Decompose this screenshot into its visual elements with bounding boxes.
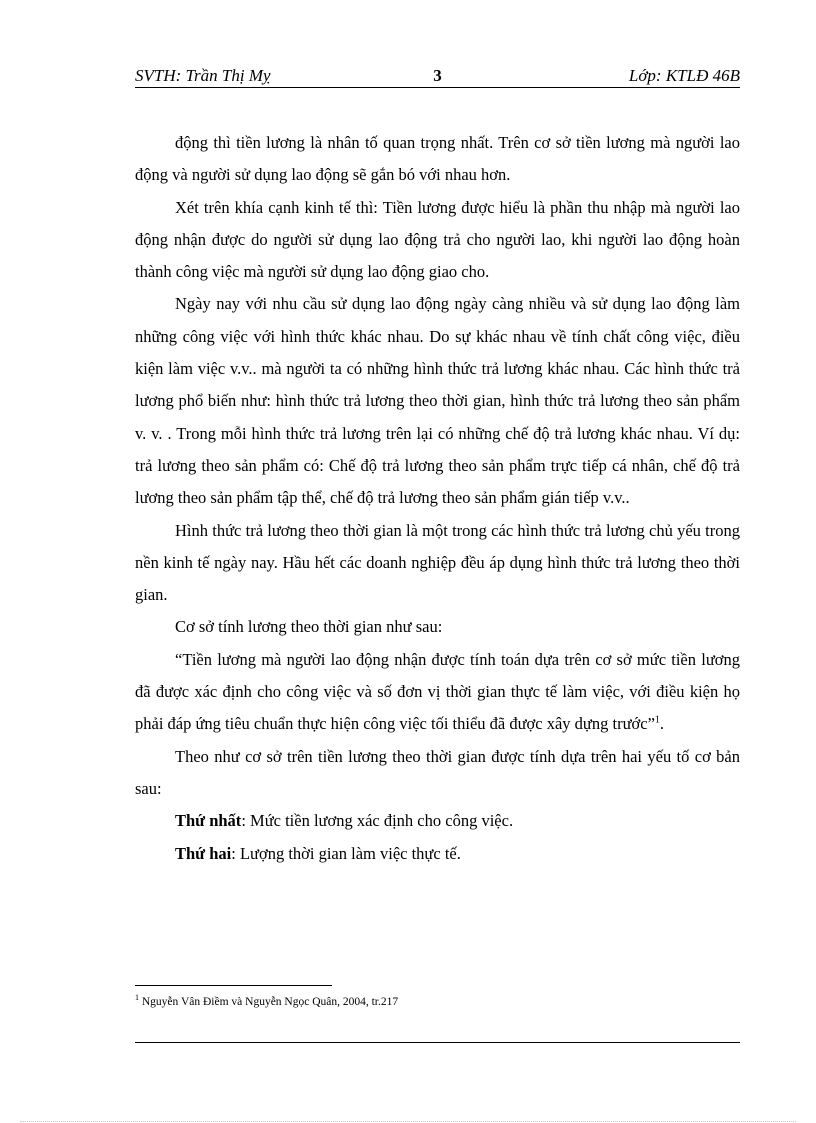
quote-end: . (659, 714, 665, 734)
footnote-reference: 1 (654, 714, 660, 726)
page-edge (20, 1121, 796, 1122)
header-divider (135, 87, 740, 88)
page-number: 3 (433, 66, 442, 85)
paragraph: động thì tiền lương là nhân tố quan trọng nhất. Trên cơ sở tiền lương mà người lao động và người sử dụng lao động sẽ gắn bó với nhau hơn. (135, 133, 740, 185)
paragraph: Ngày nay với nhu cầu sử dụng lao động ngày càng nhiều và sử dụng lao động làm những công việc với hình thức khác nhau. Do sự khác nhau về tính chất công việc, điều kiện làm việc v.v.. mà người ta có những hình thức trả lương khác nhau. Các hình thức trả lương phổ biến như: hình thức trả lương theo thời gian, hình thức trả lương theo sản phẩm v. v. . Trong mỗi hình thức trả lương trên lại có những chế độ trả lương khác nhau. Ví dụ: trả lương theo sản phẩm có: Chế độ trả lương theo sản phẩm trực tiếp cá nhân, chế độ trả lương theo sản phẩm tập thể, chế độ trả lương theo sản phẩm gián tiếp v.v.. (135, 294, 740, 508)
footnote-mark: 1 (135, 993, 139, 1003)
paragraph: Theo như cơ sở trên tiền lương theo thời gian được tính dựa trên hai yếu tố cơ bản sau: (135, 746, 740, 798)
paragraph: Xét trên khía cạnh kinh tế thì: Tiền lương được hiểu là phần thu nhập mà người lao động nhận được do người sử dụng lao động trả cho người lao, khi người lao động hoàn thành công việc mà người sử dụng lao động giao cho. (135, 197, 740, 282)
footnote (135, 993, 399, 1008)
document-body (135, 127, 740, 870)
paragraph: Hình thức trả lương theo thời gian là một trong các hình thức trả lương chủ yếu trong nền kinh tế ngày nay. Hầu hết các doanh nghiệp đều áp dụng hình thức trả lương theo thời gian. (135, 520, 740, 605)
factor-item (135, 838, 740, 870)
factor-item (135, 805, 740, 837)
student-name: SVTH: Trần Thị Mỵ (135, 66, 271, 85)
footnote-separator (135, 985, 332, 986)
footer-divider (135, 1042, 740, 1043)
factor-label: Thứ nhất (175, 811, 242, 831)
quote-text: “Tiền lương mà người lao động nhận được tính toán dựa trên cơ sở mức tiền lương đã được xác định cho công việc và số đơn vị thời gian thực tế làm việc, với điều kiện họ phải đáp ứng tiêu chuẩn thực hiện công việc tối thiểu đã được xây dựng trước” (135, 649, 740, 734)
factor-text: : Lượng thời gian làm việc thực tế. (231, 843, 461, 863)
quote-paragraph (135, 644, 740, 741)
footnote-text: Nguyễn Vân Điềm và Nguyễn Ngọc Quân, 2004, tr.217 (139, 996, 399, 1008)
factor-text: : Mức tiền lương xác định cho công việc. (241, 811, 514, 831)
paragraph: Cơ sở tính lương theo thời gian như sau: (175, 617, 443, 637)
class-code: Lớp: KTLĐ 46B (628, 66, 740, 85)
factor-label: Thứ hai (175, 843, 232, 863)
page-header (135, 60, 740, 88)
